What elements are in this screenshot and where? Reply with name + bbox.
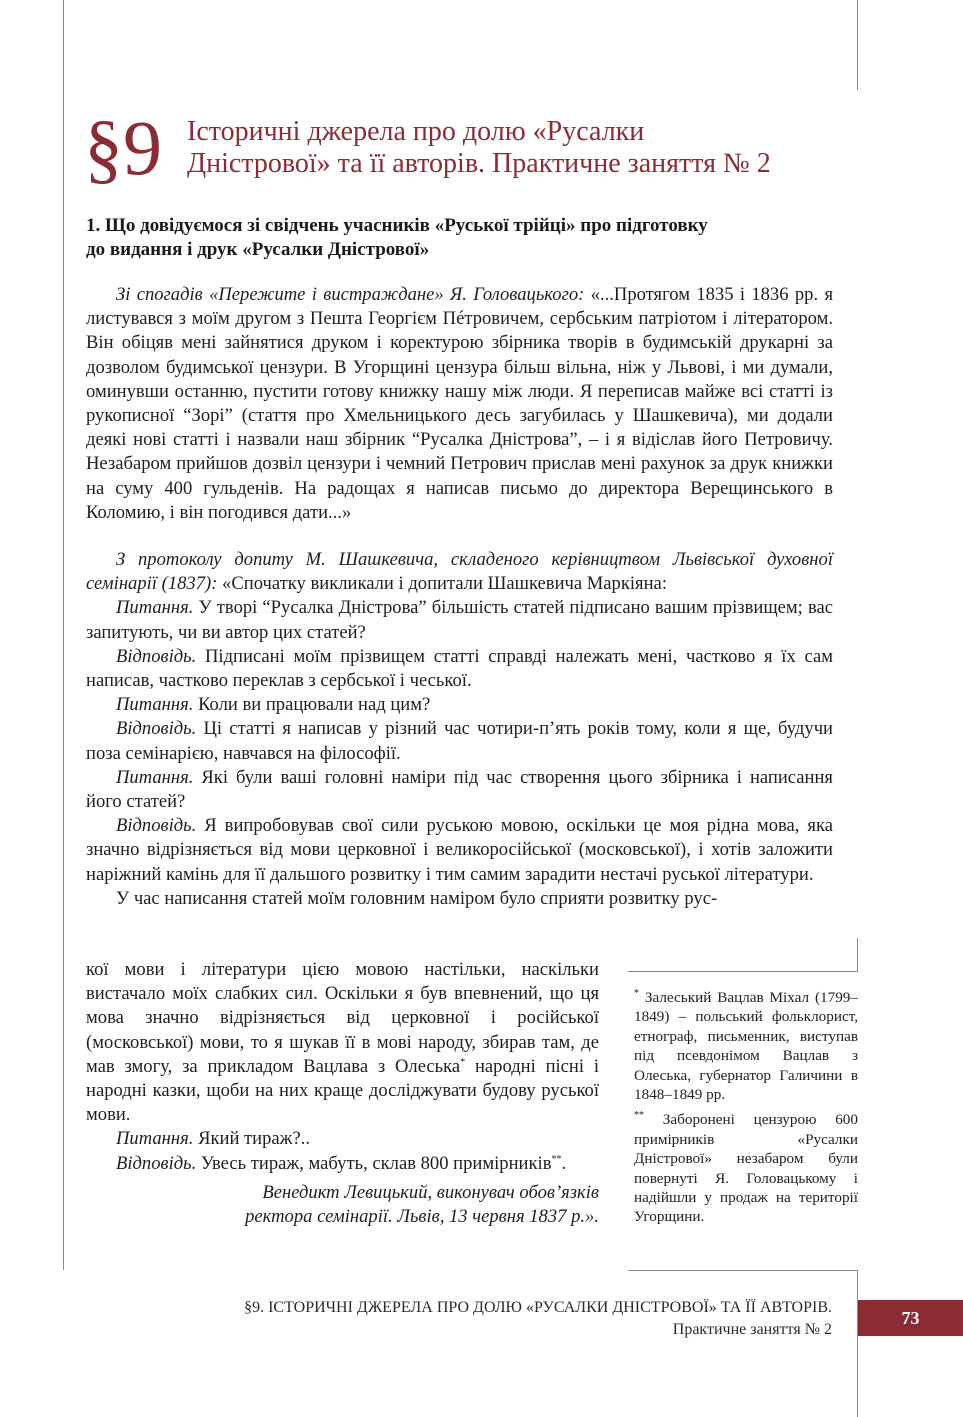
answer-3-continuation-start: У час написання статей моїм головним наміром було сприяти розвитку рус- xyxy=(116,887,718,909)
answer-4-text: Увесь тираж, мабуть, склав 800 примірників xyxy=(196,1152,552,1174)
answer-2-text: Ці статті я написав у різний час чотири-п’ять років тому, коли я ще, будучи поза семінарією, навчався на філософії. xyxy=(86,718,833,764)
footnote-ref-1[interactable]: * xyxy=(460,1056,466,1068)
narrow-column-text xyxy=(86,958,599,1229)
section-heading-line-2: до видання і друк «Русалки Дністрової» xyxy=(86,239,430,260)
footnote-1-text: Залеський Вацлав Міхал (1799–1849) – польський фольклорист, етнограф, письменник, виступав під псевдонімом Вацлав з Олеська, губернатор Галичини в 1848–1849 рр. xyxy=(634,989,858,1104)
section-heading xyxy=(86,214,826,262)
signature-line-2: ректора семінарії. Львів, 13 червня 1837 р.». xyxy=(245,1206,599,1228)
footnote-2-text: Заборонені цензурою 600 примірників «Русалки Дністрової» незабаром були повернуті Я. Головацькому і надійшли у продаж на території Угорщини. xyxy=(634,1111,858,1226)
protocol-intro-paragraph xyxy=(86,548,833,596)
protocol-intro-text: «Спочатку викликали і допитали Шашкевича Маркіяна: xyxy=(217,573,667,595)
answer-label: Відповідь. xyxy=(116,645,197,667)
answer-4-end: . xyxy=(561,1152,567,1174)
answer-label: Відповідь. xyxy=(116,1152,197,1174)
question-3-text: Які були ваші головні наміри під час створення цього збірника і написання його статей? xyxy=(86,766,833,813)
footnote-2-mark: ** xyxy=(634,1110,644,1122)
answer-1-text: Підписані моїм прізвищем статті справді належать мені, частково я їх сам написав, частково переклав з сербської і чеської. xyxy=(86,645,833,692)
question-4-text: Який тираж?.. xyxy=(193,1128,311,1150)
question-4 xyxy=(86,1127,599,1151)
footer-line-1: §9. ІСТОРИЧНІ ДЖЕРЕЛА ПРО ДОЛЮ «РУСАЛКИ ДНІСТРОВОЇ» ТА ЇЇ АВТОРІВ. xyxy=(244,1299,832,1316)
answer-2 xyxy=(86,717,833,765)
question-label: Питання. xyxy=(116,597,194,619)
signature-line-1: Венедикт Левицький, виконувач обов’язків xyxy=(262,1181,599,1203)
answer-3-cont-end: народні пісні і народні казки, щоби на них краще досліджувати будову руської мови. xyxy=(86,1055,599,1126)
answer-3 xyxy=(86,814,833,887)
question-label: Питання. xyxy=(116,1128,194,1150)
answer-label: Відповідь. xyxy=(116,718,197,740)
question-1 xyxy=(86,596,833,644)
answer-label: Відповідь. xyxy=(116,815,197,837)
section-number: §9 xyxy=(84,104,162,191)
section-heading-line-1: 1. Що довідуємося зі свідчень учасників «Руської трійці» про підготовку xyxy=(86,215,708,236)
footnote-ref-2[interactable]: ** xyxy=(551,1153,562,1165)
question-label: Питання. xyxy=(116,766,194,788)
signature xyxy=(86,1181,599,1229)
footnote-separator xyxy=(628,971,858,972)
question-1-text: У творі “Русалка Дністрова” більшість статей підписано вашим прізвищем; вас запитують, чи ви автор цих статей? xyxy=(86,597,833,643)
page-title xyxy=(187,116,867,180)
right-margin-rule-top xyxy=(857,0,858,90)
page-number: 73 xyxy=(858,1300,963,1336)
running-footer xyxy=(92,1297,832,1341)
answer-1 xyxy=(86,645,833,693)
footnote-1-mark: * xyxy=(634,987,639,999)
page-title-line-2: Дністрової» та її авторів. Практичне заняття № 2 xyxy=(187,148,771,179)
footnotes xyxy=(634,988,858,1233)
protocol-intro: З протоколу допиту М. Шашкевича, складеного керівництвом Львівської духовної семінарії (1837): xyxy=(86,549,833,595)
left-margin-rule xyxy=(63,0,64,1270)
footnote-1 xyxy=(634,988,858,1104)
question-label: Питання. xyxy=(116,694,194,716)
answer-3-continuation xyxy=(86,958,599,1127)
right-margin-rule-bottom xyxy=(857,1270,858,1417)
footnote-rule xyxy=(857,938,858,972)
footer-separator xyxy=(628,1270,858,1271)
page-title-line-1: Історичні джерела про долю «Русалки xyxy=(187,116,645,147)
answer-3-cont-text: У час написання статей моїм головним наміром було сприяти розвитку рус xyxy=(116,887,711,909)
memoir-intro: Зі спогадів «Пережите і вистраждане» Я. Головацького: xyxy=(116,284,585,305)
question-2 xyxy=(86,693,833,717)
memoir-text: «...Протягом 1835 і 1836 рр. я листувався з моїм другом з Пешта Георгієм Пéтровичем, сербським патріотом і літератором. Він обіцяв мені зайнятися друком і коректурою збірника творів в будимській друкарні за дозволом будимської цензури. В Угорщині цензура більш вільна, ніж у Львові, і ми думали, оминувши останню, пустити готову книжку нашу між люди. Я переписав майже всі статті із рукописної “Зорі” (стаття про Хмельницького десь загубилась у Шашкевича), ми додали деякі нові статті і назвали наш збірник “Русалка Дністрова”, – і я відіслав його Петровичу. Незабаром прийшов дозвіл цензури і чемний Петрович прислав мені рахунок за друк книжки на суму 400 гульденів. На радощах я написав письмо до директора Верещинського в Коломию, і він погодився дати...» xyxy=(86,284,833,523)
footnote-2 xyxy=(634,1110,858,1226)
question-3 xyxy=(86,766,833,814)
question-2-text: Коли ви працювали над цим? xyxy=(193,694,431,716)
answer-4 xyxy=(86,1152,599,1176)
main-text xyxy=(86,283,833,911)
memoir-paragraph xyxy=(86,283,833,525)
answer-3-cont-body: кої мови і літератури цією мовою настільки, наскільки вистачало моїх слабких сил. Оскільки я був впевнений, що ця мова значно відрізняється від церковної і російської (московської) мови, то я шукав її в мові народу, збирав там, де мав змогу, за прикладом Вацлава з Олеська xyxy=(86,959,599,1077)
footer-line-2: Практичне заняття № 2 xyxy=(672,1321,832,1338)
answer-3-text: Я випробовував свої сили руською мовою, оскільки це моя рідна мова, яка значно відрізняється від мови церковної і великоросійської (московської), і хотів заложити наріжний камінь для її дальшого розвитку і тим самим зарадити нестачі руської літератури. xyxy=(86,815,833,885)
